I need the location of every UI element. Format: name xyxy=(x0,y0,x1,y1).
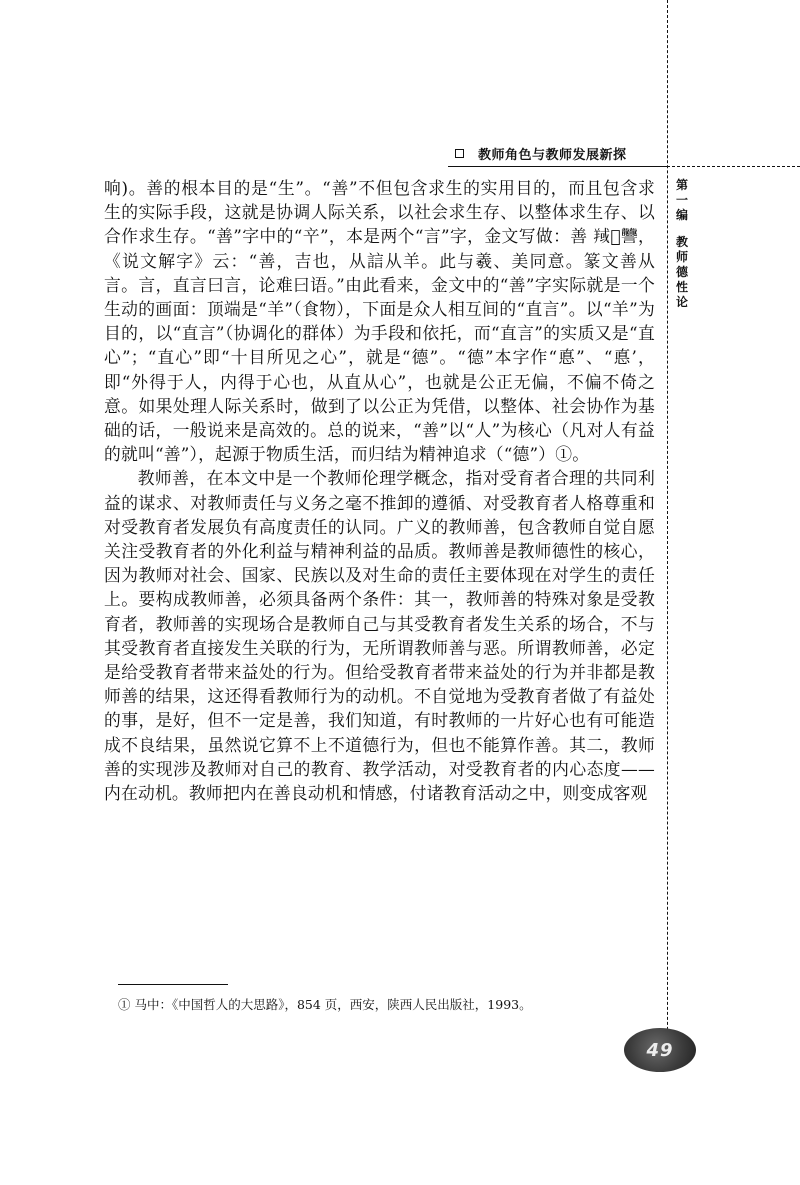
paragraph-2: 教师善，在本文中是一个教师伦理学概念，指对受育者合理的共同利益的谋求、对教师责任与义务之毫不推卸的遵循、对受教育者人格尊重和对受教育者发展负有高度责任的认同。广义的教师善，包含教师自觉自愿关注受教育者的外化利益与精神利益的品质。教师善是教师德性的核心，因为教师对社会、国家、民族以及对生命的责任主要体现在对学生的责任上。要构成教师善，必须具备两个条件：其一，教师善的特殊对象是受教育者，教师善的实现场合是教师自己与其受教育者发生关系的场合，不与其受教育者直接发生关联的行为，无所谓教师善与恶。所谓教师善，必定是给受教育者带来益处的行为。但给受教育者带来益处的行为并非都是教师善的结果，这还得看教师行为的动机。不自觉地为受教育者做了有益处的事，是好，但不一定是善，我们知道，有时教师的一片好心也有可能造成不良结果，虽然说它算不上不道德行为，但也不能算作善。其二，教师善的实现涉及教师对自己的教育、教学活动，对受教育者的内心态度——内在动机。教师把内在善良动机和情感，付诸教育活动之中，则变成客观 xyxy=(104,468,655,804)
page-number-badge xyxy=(624,1028,696,1072)
side-section-label xyxy=(674,178,690,310)
page-number: 49 xyxy=(646,1039,674,1061)
running-header xyxy=(455,142,665,164)
header-square-icon xyxy=(455,149,464,158)
side-label-section: 教师德性论 xyxy=(675,235,688,309)
margin-dashed-line-horizontal xyxy=(667,166,800,167)
header-rule xyxy=(448,166,667,167)
side-label-part: 第一编 xyxy=(675,178,688,222)
margin-dashed-line-vertical xyxy=(667,0,668,1070)
footnote-rule xyxy=(118,984,228,985)
body-text xyxy=(104,176,655,805)
footnote: ① 马中：《中国哲人的大思路》，854 页，西安，陕西人民出版社，1993。 xyxy=(118,997,532,1012)
paragraph-1: 响)。善的根本目的是“生”。“善”不但包含求生的实用目的，而且包含求生的实际手段，这就是协调人际关系，以社会求生存、以整体求生存、以合作求生存。“善”字中的“䇂”，本是两个“言”字，金文写做：善 𦎘𦎫𧮩，《说文解字》云：“善，吉也，从誩从羊。此与羲、美同意。篆文善从言。言，直言曰言，论难曰语。”由此看来，金文中的“善”字实际就是一个生动的画面：顶端是“羊”（食物），下面是众人相互间的“直言”。以“羊”为目的，以“直言”（协调化的群体）为手段和依托，而“直言”的实质又是“直心”；“直心”即“十目所见之心”，就是“德”。“德”本字作“悳”、“悳’，即“外得于人，内得于心也，从直从心”，也就是公正无偏，不偏不倚之意。如果处理人际关系时，做到了以公正为凭借，以整体、社会协作为基础的话，一般说来是高效的。总的说来，“善”以“人”为核心（凡对人有益的就叫“善”），起源于物质生活，而归结为精神追求（“德”）①。 xyxy=(104,178,655,465)
running-header-title: 教师角色与教师发展新探 xyxy=(478,147,627,163)
